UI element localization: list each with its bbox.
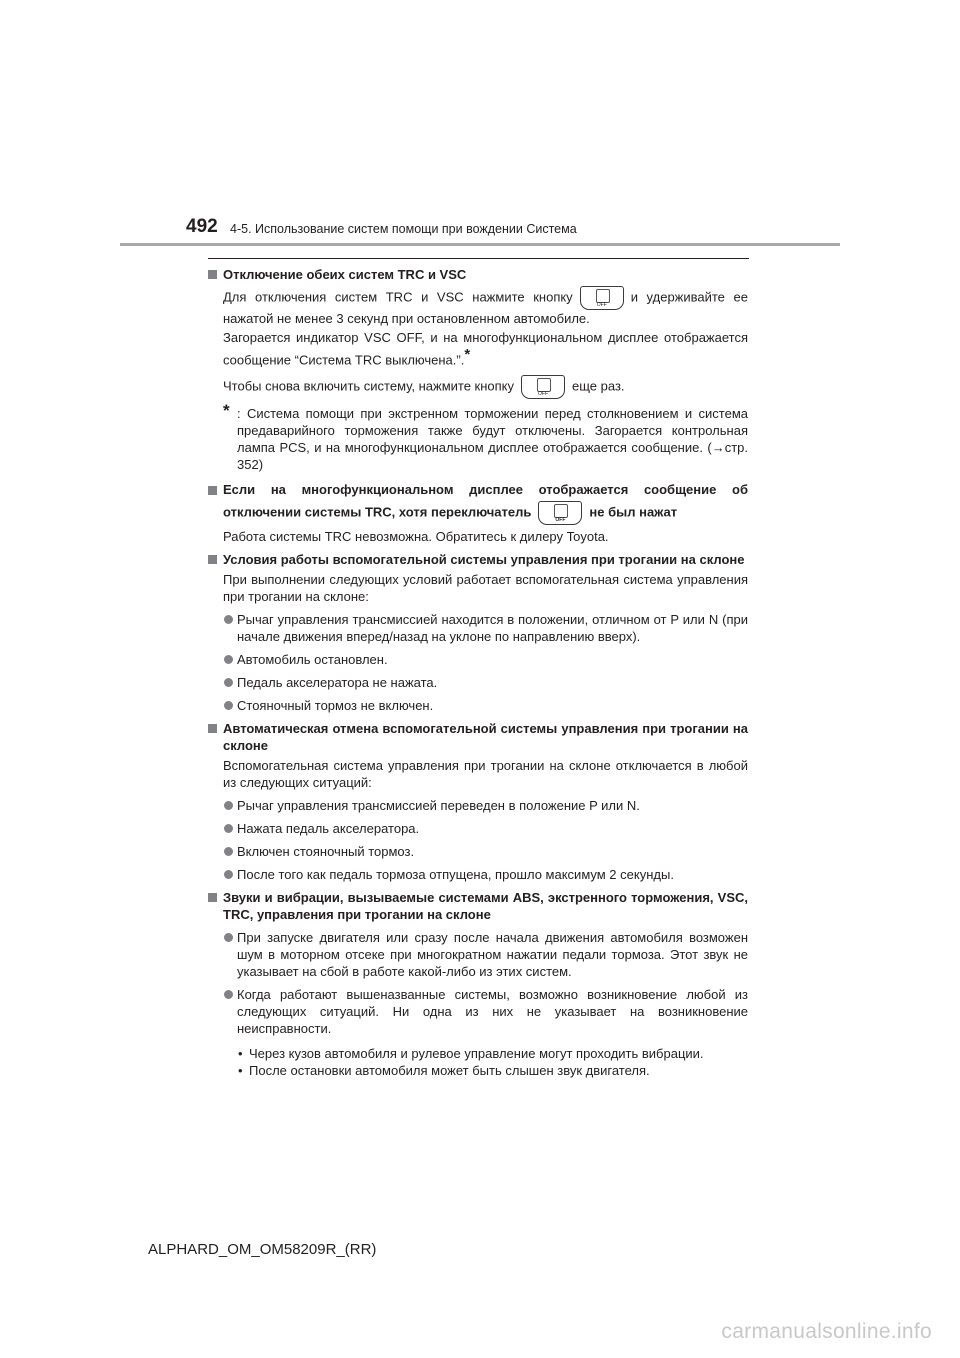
section-heading: Отключение обеих систем TRC и VSC bbox=[206, 266, 748, 283]
list-item: Стояночный тормоз не включен. bbox=[206, 697, 748, 714]
page-number: 492 bbox=[186, 216, 218, 237]
list-item: Автомобиль остановлен. bbox=[206, 651, 748, 668]
footnote-ref: * bbox=[464, 346, 471, 363]
paragraph: При выполнении следующих условий работает вспомогательная система управления при трогании на склоне: bbox=[223, 572, 748, 605]
square-bullet-icon bbox=[208, 486, 217, 495]
round-bullet-icon bbox=[224, 655, 233, 664]
section-heading: Если на многофункциональном дисплее отображается сообщение об отключении системы TRC, хотя переключатель OFF не был нажат bbox=[206, 479, 748, 525]
header-divider bbox=[120, 243, 840, 246]
skid-car-icon bbox=[554, 504, 568, 518]
list-item: Когда работают вышеназванные системы, возможно возникновение любой из следующих ситуаций. Ни одна из них не указывает на возникновение неисправности. bbox=[206, 986, 748, 1037]
paragraph: Для отключения систем TRC и VSC нажмите кнопку OFF и удерживайте ее нажатой не менее 3 секунд при остановленном автомобиле. bbox=[206, 286, 748, 327]
paragraph: Вспомогательная система управления при трогании на склоне отключается в любой из следующих ситуаций: bbox=[223, 758, 748, 791]
sub-list-item: • После остановки автомобиля может быть слышен звук двигателя. bbox=[238, 1063, 650, 1079]
square-bullet-icon bbox=[208, 724, 217, 733]
round-bullet-icon bbox=[224, 847, 233, 856]
section-sounds-vibrations bbox=[206, 889, 748, 1079]
footnote-mark: * bbox=[223, 401, 230, 421]
round-bullet-icon bbox=[224, 870, 233, 879]
list-item: Включен стояночный тормоз. bbox=[206, 843, 748, 860]
round-bullet-icon bbox=[224, 701, 233, 710]
section-hill-start-cancel bbox=[206, 720, 748, 883]
paragraph: Чтобы снова включить систему, нажмите кнопку OFF еще раз. bbox=[206, 375, 748, 399]
round-bullet-icon bbox=[224, 615, 233, 624]
skid-car-icon bbox=[596, 289, 610, 303]
vsc-off-button-icon: OFF bbox=[538, 501, 582, 525]
bullet-icon: • bbox=[238, 1063, 243, 1079]
list-item: После того как педаль тормоза отпущена, прошло максимум 2 секунды. bbox=[206, 866, 748, 883]
round-bullet-icon bbox=[224, 678, 233, 687]
watermark: carmanualsonline.info bbox=[721, 1320, 932, 1343]
skid-car-icon bbox=[537, 378, 551, 392]
round-bullet-icon bbox=[224, 990, 233, 999]
square-bullet-icon bbox=[208, 893, 217, 902]
round-bullet-icon bbox=[224, 801, 233, 810]
vsc-off-button-icon: OFF bbox=[521, 375, 565, 399]
section-disable-trc-vsc bbox=[206, 266, 748, 473]
round-bullet-icon bbox=[224, 824, 233, 833]
sub-list-item: • Через кузов автомобиля и рулевое управление могут проходить вибрации. bbox=[238, 1046, 704, 1062]
bullet-icon: • bbox=[238, 1046, 243, 1062]
list-item: Нажата педаль акселератора. bbox=[206, 820, 748, 837]
square-bullet-icon bbox=[208, 555, 217, 564]
list-item: При запуске двигателя или сразу после начала движения автомобиля возможен шум в моторном отсеке при многократном нажатии педали тормоза. Этот звук не указывает на сбой в работе какой-либо из этих систем. bbox=[206, 929, 748, 980]
square-bullet-icon bbox=[208, 270, 217, 279]
section-heading: Звуки и вибрации, вызываемые системами ABS, экстренного торможения, VSC, TRC, управления при трогании на склоне bbox=[206, 889, 748, 923]
document-code: ALPHARD_OM_OM58209R_(RR) bbox=[148, 1241, 377, 1258]
page-content bbox=[206, 266, 748, 1085]
section-header: 4-5. Использование систем помощи при вождении Система bbox=[230, 222, 577, 236]
round-bullet-icon bbox=[224, 933, 233, 942]
section-hill-start-conditions bbox=[206, 551, 748, 714]
section-heading: Автоматическая отмена вспомогательной системы управления при трогании на склоне bbox=[206, 720, 748, 754]
paragraph: Работа системы TRC невозможна. Обратитесь к дилеру Toyota. bbox=[223, 529, 609, 545]
content-divider bbox=[208, 258, 749, 259]
list-item: Педаль акселератора не нажата. bbox=[206, 674, 748, 691]
paragraph: Загорается индикатор VSC OFF, и на многофункциональном дисплее отображается сообщение “Система TRC выключена.”.* bbox=[223, 330, 748, 368]
section-heading: Условия работы вспомогательной системы управления при трогании на склоне bbox=[206, 551, 748, 568]
section-trc-message bbox=[206, 479, 748, 545]
vsc-off-button-icon: OFF bbox=[580, 286, 624, 310]
list-item: Рычаг управления трансмиссией находится в положении, отличном от P или N (при начале движения вперед/назад на уклоне по направлению вверх). bbox=[206, 611, 748, 645]
list-item: Рычаг управления трансмиссией переведен в положение P или N. bbox=[206, 797, 748, 814]
footnote: * : Система помощи при экстренном торможении перед столкновением и система предаварийного торможения также будут отключены. Загорается контрольная лампа PCS, и на многофункциональном дисплее отображается сообщение. (→стр. 352) bbox=[223, 401, 748, 473]
